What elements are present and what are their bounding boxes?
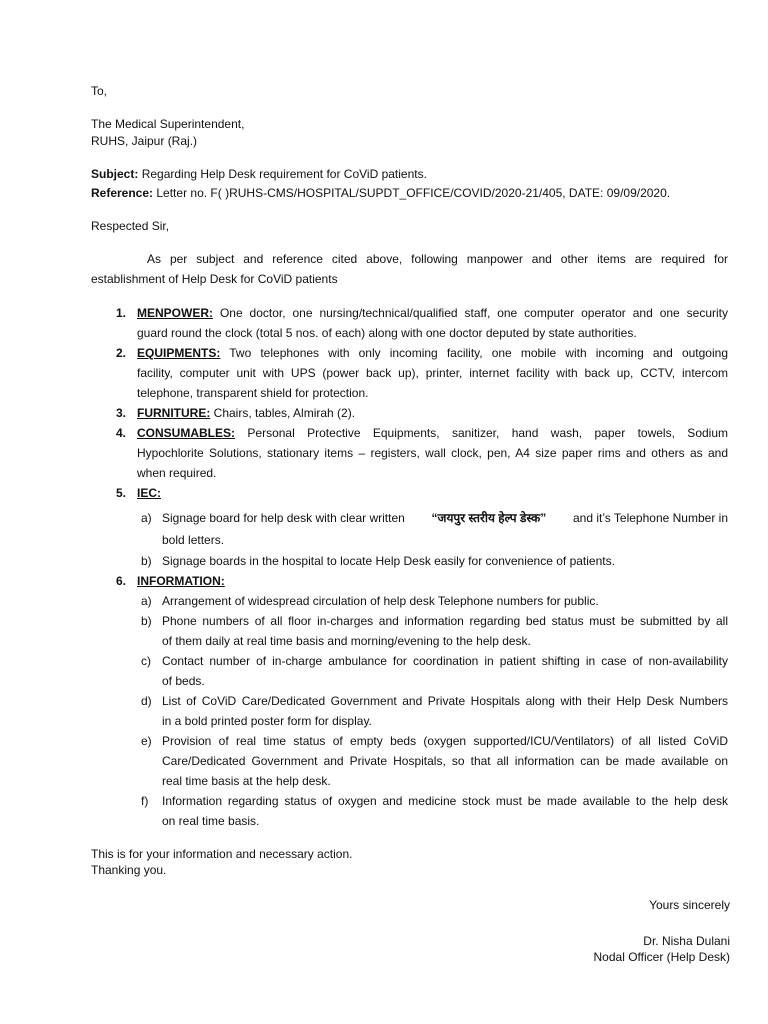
info-e-line-3: real time basis at the help desk. xyxy=(162,774,331,788)
item-3-line-1 xyxy=(137,406,355,421)
subject-text: Regarding Help Desk requirement for CoViD patients. xyxy=(141,167,427,181)
signoff: Yours sincerely xyxy=(649,898,730,912)
item-6-heading xyxy=(137,574,225,589)
sub-letter: b) xyxy=(141,554,152,568)
info-c-line-2: of beds. xyxy=(162,674,205,688)
closing-line-2: Thanking you. xyxy=(91,863,167,877)
item-4-text: Personal Protective Equipments, sanitizer, hand wash, paper towels, Sodium xyxy=(247,426,728,440)
subject-line xyxy=(91,167,427,182)
iec-a-line-2: bold letters. xyxy=(162,533,225,547)
item-4-heading: CONSUMABLES: xyxy=(137,426,235,440)
sub-letter: c) xyxy=(141,654,151,668)
reference-label: Reference: xyxy=(91,186,154,200)
item-number: 6. xyxy=(115,574,126,588)
info-b-line-1: Phone numbers of all floor in-charges and information regarding bed status must be submitted by all xyxy=(162,614,728,628)
info-d-line-1: List of CoViD Care/Dedicated Government and Private Hospitals along with their Help Desk Numbers xyxy=(162,694,728,708)
item-2-line-3: telephone, transparent shield for protection. xyxy=(137,386,369,400)
item-4-line-2: Hypochlorite Solutions, stationary items – registers, wall clock, pen, A4 size paper rims and others as and xyxy=(137,446,728,460)
info-c-line-1: Contact number of in-charge ambulance for coordination in patient shifting in case of non-availability xyxy=(162,654,728,668)
item-2-line-2: facility, computer unit with UPS (power back up), printer, internet facility with back up, CCTV, intercom xyxy=(137,366,728,380)
item-number: 5. xyxy=(115,486,126,500)
signer-name: Dr. Nisha Dulani xyxy=(643,934,730,948)
item-1-line-1 xyxy=(137,306,728,321)
item-6-heading-text: INFORMATION: xyxy=(137,574,225,588)
iec-a-text-pre: Signage board for help desk with clear written xyxy=(162,511,405,525)
item-1-heading: MENPOWER: xyxy=(137,306,213,320)
sub-letter: d) xyxy=(141,694,152,708)
signer-title: Nodal Officer (Help Desk) xyxy=(593,950,730,964)
closing-line-1: This is for your information and necessary action. xyxy=(91,847,353,861)
item-4-line-3: when required. xyxy=(137,466,217,480)
iec-a-line-1 xyxy=(162,511,728,526)
info-a-line-1: Arrangement of widespread circulation of help desk Telephone numbers for public. xyxy=(162,594,599,608)
item-number: 2. xyxy=(115,346,126,360)
subject-label: Subject: xyxy=(91,167,139,181)
iec-b-line-1: Signage boards in the hospital to locate Help Desk easily for convenience of patients. xyxy=(162,554,615,568)
item-3-heading: FURNITURE: xyxy=(137,406,211,420)
sub-letter: e) xyxy=(141,734,152,748)
sub-letter: f) xyxy=(141,794,149,808)
item-3-text: Chairs, tables, Almirah (2). xyxy=(213,406,356,420)
info-b-line-2: of them daily at real time basis and morning/evening to the help desk. xyxy=(162,634,531,648)
item-number: 1. xyxy=(115,306,126,320)
info-e-line-1: Provision of real time status of empty beds (oxygen supported/ICU/Ventilators) of all listed CoViD xyxy=(162,734,728,748)
info-f-line-1: Information regarding status of oxygen and medicine stock must be made available to the help desk xyxy=(162,794,728,808)
item-2-heading: EQUIPMENTS: xyxy=(137,346,221,360)
info-e-line-2: Care/Dedicated Government and Private Hospitals, so that all information can be made available on xyxy=(162,754,728,768)
info-d-line-2: in a bold printed poster form for display. xyxy=(162,714,372,728)
sub-letter: b) xyxy=(141,614,152,628)
item-1-line-2: guard round the clock (total 5 nos. of each) along with one doctor deputed by state authorities. xyxy=(137,326,637,340)
recipient-title: The Medical Superintendent, xyxy=(91,117,245,131)
info-f-line-2: on real time basis. xyxy=(162,814,260,828)
sub-letter: a) xyxy=(141,511,152,525)
item-number: 3. xyxy=(115,406,126,420)
item-4-line-1 xyxy=(137,426,728,441)
intro-line-2: establishment of Help Desk for CoViD patients xyxy=(91,272,338,286)
iec-a-hindi-quote: “जयपुर स्तरीय हेल्प डेस्क” xyxy=(431,511,547,525)
recipient-org: RUHS, Jaipur (Raj.) xyxy=(91,134,198,148)
item-2-line-1 xyxy=(137,346,728,361)
item-5-heading xyxy=(137,486,161,501)
salutation: Respected Sir, xyxy=(91,219,170,233)
to-line: To, xyxy=(91,84,108,98)
item-number: 4. xyxy=(115,426,126,440)
iec-a-text-post: and it’s Telephone Number in xyxy=(573,511,728,525)
item-2-text: Two telephones with only incoming facility, one mobile with incoming and outgoing xyxy=(229,346,728,360)
item-5-heading-text: IEC: xyxy=(137,486,161,500)
item-1-text: One doctor, one nursing/technical/qualified staff, one computer operator and one security xyxy=(219,306,728,320)
reference-line xyxy=(91,186,670,201)
sub-letter: a) xyxy=(141,594,152,608)
intro-line-1: As per subject and reference cited above, following manpower and other items are required for xyxy=(147,252,728,266)
reference-text: Letter no. F( )RUHS-CMS/HOSPITAL/SUPDT_OFFICE/COVID/2020-21/405, DATE: 09/09/2020. xyxy=(156,186,671,200)
